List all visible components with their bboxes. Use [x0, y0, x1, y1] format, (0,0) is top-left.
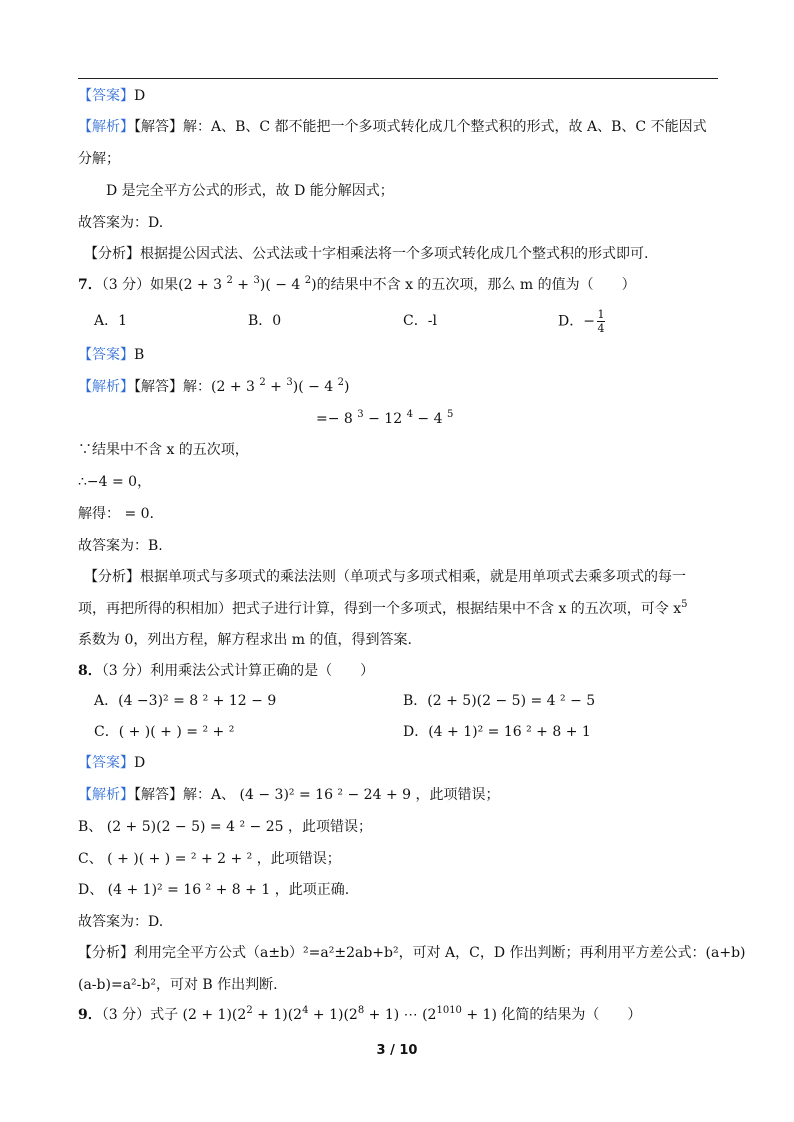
- q8-fenxi-line2: (a-b)=a²-b²，可对 B 作出判断.: [78, 977, 278, 993]
- q7-conclusion: 故答案为：B.: [78, 538, 163, 554]
- q7-fenxi-line2: 项，再把所得的积相加）把式子进行计算，得到一个多项式，根据结果中不含 x 的五次项，可令 $x^5$: [78, 599, 688, 617]
- q8-option-a: A．(4 −3)² = 8 ² + 12 − 9: [94, 693, 277, 709]
- q7-option-b: B．0: [248, 313, 282, 329]
- q7-therefore: ∴−4 = 0，: [78, 474, 152, 490]
- q7-stem: 7．（3 分）如果(2 + 3 $^2$ + $^3$)( − 4 $^2$)的结果中不含 x 的五次项，那么 m 的值为（ ）: [78, 275, 636, 293]
- q7-fenxi-line3: 系数为 0，列出方程，解方程求出 m 的值，得到答案.: [78, 632, 412, 648]
- page-number: 3 / 10: [376, 1043, 418, 1058]
- q7-option-a: A．1: [94, 313, 128, 329]
- q8-solution-a: 【解析】【解答】解：A、 (4 − 3)² = 16 ² − 24 + 9 ，此项错误；: [78, 787, 500, 803]
- q8-option-d: D．(4 + 1)² = 16 ² + 8 + 1: [403, 724, 591, 740]
- header-rule: [78, 78, 718, 79]
- q8-option-b: B．(2 + 5)(2 − 5) = 4 ² − 5: [403, 693, 596, 709]
- q7-fenxi-line1: 【分析】根据单项式与多项式的乘法法则（单项式与多项式相乘，就是用单项式去乘多项式的每一: [84, 569, 686, 585]
- q7-solution-line1: 【解析】【解答】解：(2 + 3 $^2$ + $^3$)( − 4 $^2$): [78, 377, 350, 395]
- q7-option-d: D．− $\frac{1}{4}$: [558, 308, 605, 335]
- q6-analysis-line1: 【解析】【解答】解：A、B、C 都不能把一个多项式转化成几个整式积的形式，故 A、B、C 不能因式: [78, 119, 707, 135]
- q6-answer: 【答案】D: [78, 88, 146, 104]
- q8-solution-c: C、 ( + )( + ) = ² + 2 + ² ，此项错误；: [78, 851, 341, 867]
- q8-stem: 8．（3 分）利用乘法公式计算正确的是（ ）: [78, 663, 375, 679]
- q7-answer: 【答案】B: [78, 347, 145, 363]
- q8-conclusion: 故答案为：D.: [78, 914, 164, 930]
- q8-answer: 【答案】D: [78, 755, 146, 771]
- q6-fenxi: 【分析】根据提公因式法、公式法或十字相乘法将一个多项式转化成几个整式积的形式即可.: [84, 246, 649, 262]
- q7-solution-expansion: =− 8 $^3$ − 12 $^4$ − 4 $^5$: [316, 409, 454, 427]
- q7-option-c: C．-l: [403, 313, 437, 329]
- q8-solution-d: D、 (4 + 1)² = 16 ² + 8 + 1 ，此项正确.: [78, 882, 350, 898]
- q7-because: ∵结果中不含 x 的五次项，: [78, 442, 249, 458]
- q8-option-c: C．( + )( + ) = ² + ²: [94, 724, 235, 740]
- q8-fenxi-line1: 【分析】利用完全平方公式（a±b）²=a²±2ab+b²，可对 A，C，D 作出判断；再利用平方差公式：(a+b): [78, 945, 746, 961]
- q6-analysis-line3: D 是完全平方公式的形式，故 D 能分解因式；: [106, 183, 394, 199]
- q9-stem: 9．（3 分）式子 $(2 + 1)(2^2 + 1)(2^4 + 1)(2^8 + 1)$ ⋯ $(2^{1010} + 1)$ 化简的结果为（ ）: [78, 1005, 642, 1023]
- q7-solve: 解得： = 0.: [78, 506, 154, 522]
- q6-analysis-line2: 分解；: [78, 151, 120, 167]
- q8-solution-b: B、 (2 + 5)(2 − 5) = 4 ² − 25 ，此项错误；: [78, 819, 372, 835]
- q6-conclusion: 故答案为：D.: [78, 215, 164, 231]
